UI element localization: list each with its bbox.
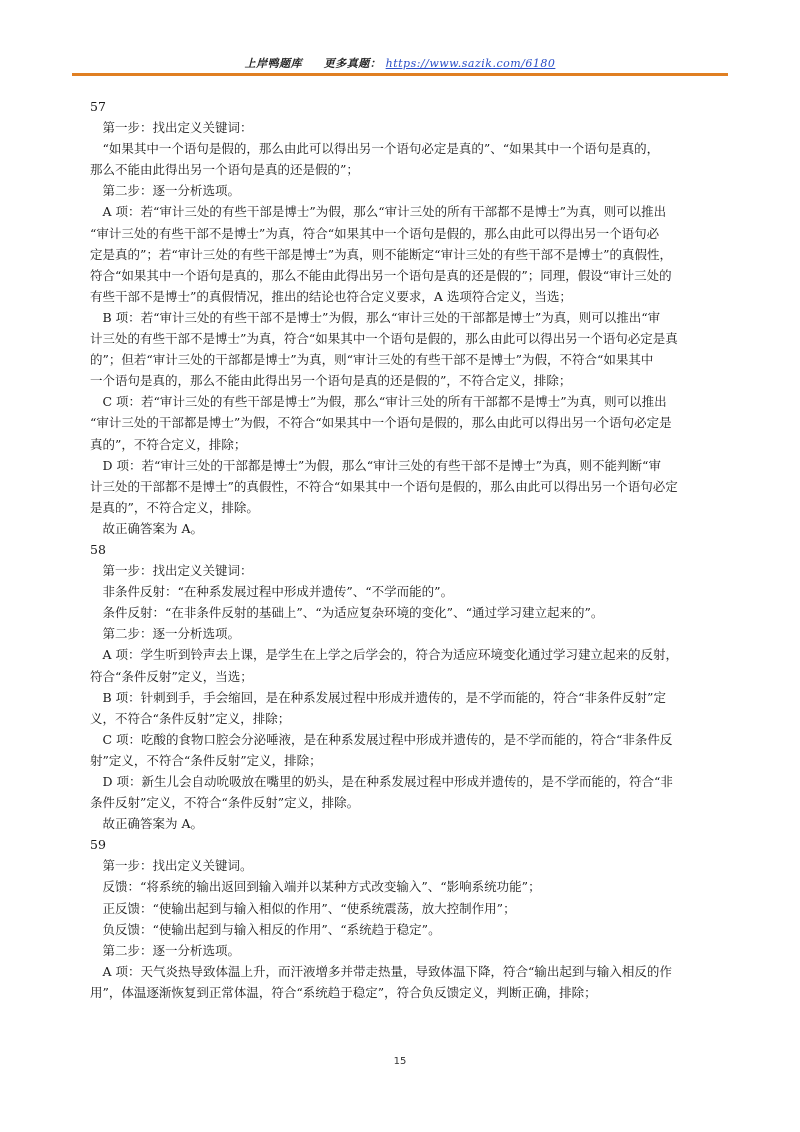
text-line: 故正确答案为 A。 [90, 816, 204, 832]
header-more-label: 更多真题： [323, 57, 382, 70]
text-line: 第二步：逐一分析选项。 [90, 942, 241, 958]
text-line: 故正确答案为 A。 [90, 520, 204, 536]
header-site-name: 上岸鸭题库 [244, 57, 303, 70]
text-line: C 项：吃酸的食物口腔会分泌唾液，是在种系发展过程中形成并遗传的，是不学而能的，符合“非条件反 [90, 731, 673, 747]
text-line: 计三处的有些干部不是博士”为真，符合“如果其中一个语句是假的，那么由此可以得出另一个语句必定是真 [90, 331, 678, 347]
text-line: 第一步：找出定义关键词： [90, 563, 253, 579]
text-line: D 项：新生儿会自动吮吸放在嘴里的奶头，是在种系发展过程中形成并遗传的，是不学而能的，符合“非 [90, 774, 673, 789]
text-line: 条件反射”定义，不符合“条件反射”定义，排除。 [90, 795, 360, 811]
text-line: B 项：针刺到手，手会缩回，是在种系发展过程中形成并遗传的，是不学而能的，符合“非条件反射”定 [90, 689, 666, 705]
text-line: 反馈：“将系统的输出返回到输入端并以某种方式改变输入”、“影响系统功能”； [90, 879, 541, 895]
header-url-link[interactable]: https://www.sazik.com/6180 [385, 57, 556, 70]
text-line: 的”；但若“审计三处的干部都是博士”为真，则“审计三处的有些干部不是博士”为假，不符合“如果其中 [90, 352, 654, 368]
text-line: 义，不符合“条件反射”定义，排除； [90, 710, 291, 726]
text-line: 一个语句是真的，那么不能由此得出另一个语句是真的还是假的”，不符合定义，排除； [90, 373, 572, 389]
text-line: D 项：若“审计三处的干部都是博士”为假，那么“审计三处的有些干部不是博士”为真，则不能判断“审 [90, 457, 661, 473]
text-line: “如果其中一个语句是假的，那么由此可以得出另一个语句必定是真的”、“如果其中一个语句是真的， [90, 141, 660, 157]
text-line: B 项：若“审计三处的有些干部不是博士”为假，那么“审计三处的干部都是博士”为真，则可以推出“审 [90, 309, 661, 325]
text-line: A 项：若“审计三处的有些干部是博士”为假，那么“审计三处的所有干部都不是博士”为真，则可以推出 [90, 204, 667, 220]
text-line: 正反馈：“使输出起到与输入相似的作用”、“使系统震荡，放大控制作用”； [90, 900, 516, 916]
document-body [90, 96, 730, 1003]
text-line: 有些干部不是博士”的真假情况，推出的结论也符合定义要求，A 选项符合定义，当选； [90, 288, 572, 304]
text-line: 真的”，不符合定义，排除； [90, 436, 247, 452]
text-line: 射”定义，不符合“条件反射”定义，排除； [90, 752, 322, 768]
text-line: “审计三处的有些干部不是博士”为真，符合“如果其中一个语句是假的，那么由此可以得出另一个语句必 [90, 225, 660, 241]
text-line: 用”，体温逐渐恢复到正常体温，符合“系统趋于稳定”，符合负反馈定义，判断正确，排除； [90, 984, 597, 1000]
text-line: 是真的”，不符合定义，排除。 [90, 499, 259, 515]
text-line: 符合“如果其中一个语句是真的，那么不能由此得出另一个语句是真的还是假的”；同理，假设“审计三处的 [90, 267, 672, 283]
text-line: 第一步：找出定义关键词。 [90, 858, 253, 874]
text-line: 第二步：逐一分析选项。 [90, 183, 241, 199]
text-line: 非条件反射：“在种系发展过程中形成并遗传”、“不学而能的”。 [90, 584, 454, 600]
text-line: 定是真的”；若“审计三处的有些干部是博士”为真，则不能断定“审计三处的有些干部不是博士”的真假性， [90, 246, 672, 262]
text-line: “审计三处的干部都是博士”为假，不符合“如果其中一个语句是假的，那么由此可以得出另一个语句必定是 [90, 415, 672, 431]
page-number: 15 [393, 1056, 407, 1067]
text-line: 计三处的干部都不是博士”的真假性，不符合“如果其中一个语句是假的，那么由此可以得出另一个语句必定 [90, 478, 678, 494]
text-line: 58 [90, 541, 106, 557]
text-line: 负反馈：“使输出起到与输入相反的作用”、“系统趋于稳定”。 [90, 921, 441, 937]
text-line: A 项：天气炎热导致体温上升，而汗液增多并带走热量，导致体温下降，符合“输出起到与输入相反的作 [90, 963, 672, 979]
text-line: 59 [90, 837, 106, 853]
text-line: 那么不能由此得出另一个语句是真的还是假的”； [90, 162, 359, 178]
text-line: 57 [90, 99, 106, 114]
header-divider [72, 73, 728, 76]
text-line: 第二步：逐一分析选项。 [90, 626, 241, 642]
text-line: 第一步：找出定义关键词： [90, 120, 253, 136]
text-line: 符合“条件反射”定义，当选； [90, 668, 253, 684]
text-line: 条件反射：“在非条件反射的基础上”、“为适应复杂环境的变化”、“通过学习建立起来的”。 [90, 605, 604, 621]
text-line: A 项：学生听到铃声去上课，是学生在上学之后学会的，符合为适应环境变化通过学习建立起来的反射， [90, 647, 679, 663]
text-line: C 项：若“审计三处的有些干部是博士”为假，那么“审计三处的所有干部都不是博士”为真，则可以推出 [90, 394, 667, 410]
page-header [0, 55, 800, 71]
